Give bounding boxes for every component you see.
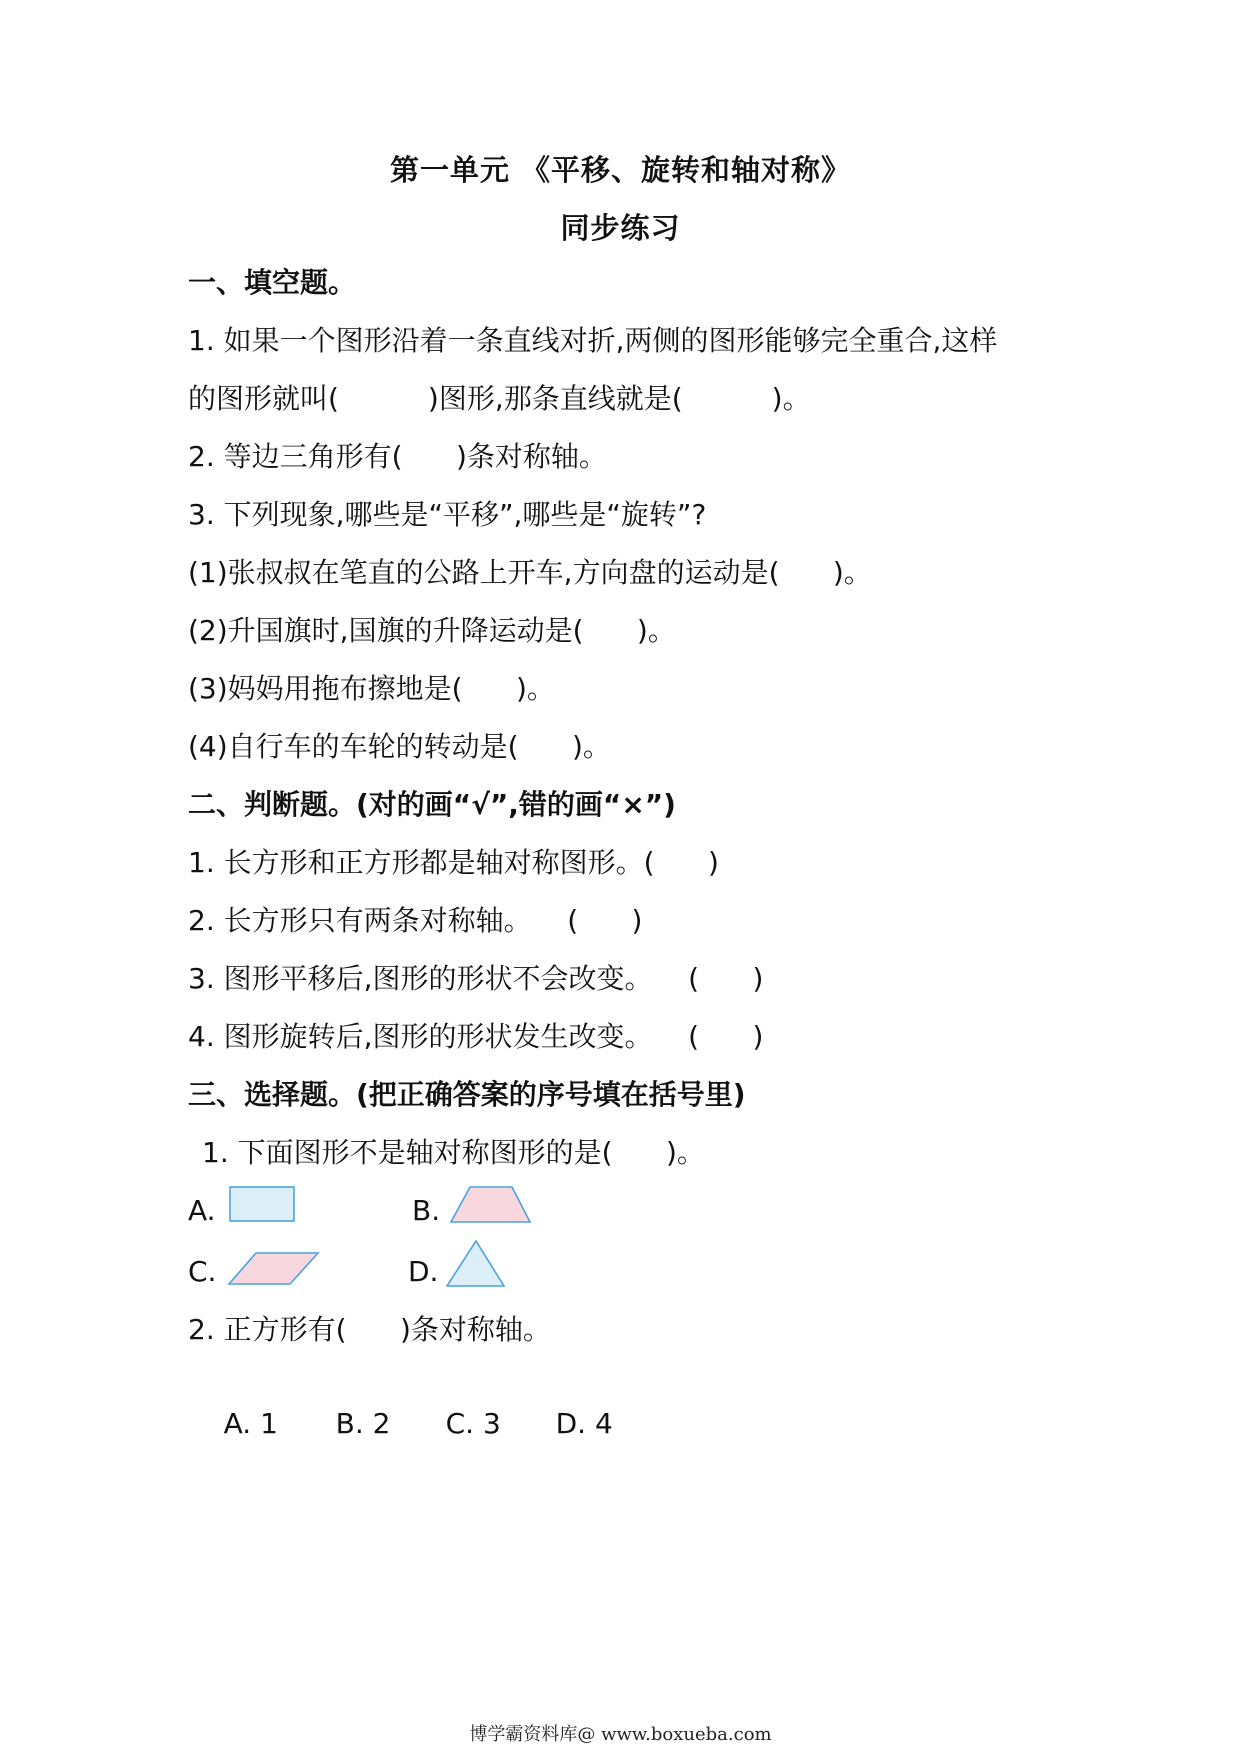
question-1-3-part-2: (2)升国旗时,国旗的升降运动是( )。: [188, 614, 676, 647]
question-2-2: 2. 长方形只有两条对称轴。 ( ): [188, 904, 643, 937]
question-1-3: 3. 下列现象,哪些是“平移”,哪些是“旋转”?: [188, 498, 707, 531]
question-1-1-line-1: 1. 如果一个图形沿着一条直线对折,两侧的图形能够完全重合,这样: [188, 324, 998, 357]
question-1-3-part-4: (4)自行车的车轮的转动是( )。: [188, 730, 611, 763]
choice-b: B. 2: [335, 1407, 391, 1440]
trapezoid-shape: [451, 1187, 530, 1222]
triangle-icon: [446, 1240, 508, 1290]
footer-watermark: 博学霸资料库@ www.boxueba.com: [469, 1724, 772, 1745]
question-1-2: 2. 等边三角形有( )条对称轴。: [188, 440, 607, 473]
choice-a: A. 1: [223, 1407, 278, 1440]
option-a-label: A.: [188, 1194, 216, 1227]
option-b-label: B.: [412, 1194, 441, 1227]
page-subtitle: 同步练习: [560, 211, 681, 245]
choice-c: C. 3: [445, 1407, 501, 1440]
option-d-label: D.: [408, 1255, 439, 1288]
question-2-1: 1. 长方形和正方形都是轴对称图形。( ): [188, 846, 719, 879]
choice-d: D. 4: [555, 1407, 613, 1440]
question-2-4: 4. 图形旋转后,图形的形状发生改变。 ( ): [188, 1020, 764, 1053]
triangle-shape: [447, 1241, 504, 1286]
trapezoid-icon: [450, 1186, 534, 1228]
question-3-2-options: [188, 1370, 613, 1478]
question-2-3: 3. 图形平移后,图形的形状不会改变。 ( ): [188, 962, 764, 995]
option-c-label: C.: [188, 1255, 217, 1288]
question-1-1-line-2: 的图形就叫( )图形,那条直线就是( )。: [188, 382, 811, 415]
section-heading-multiple-choice: 三、选择题。(把正确答案的序号填在括号里): [188, 1078, 746, 1111]
parallelogram-shape: [229, 1253, 318, 1284]
question-1-3-part-1: (1)张叔叔在笔直的公路上开车,方向盘的运动是( )。: [188, 556, 872, 589]
parallelogram-icon: [228, 1252, 320, 1288]
question-3-2: 2. 正方形有( )条对称轴。: [188, 1313, 551, 1346]
page-title: 第一单元 《平移、旋转和轴对称》: [389, 153, 852, 187]
section-heading-fill-blank: 一、填空题。: [188, 266, 357, 299]
rectangle-shape: [230, 1187, 294, 1221]
rectangle-icon: [229, 1186, 297, 1226]
section-heading-true-false: 二、判断题。(对的画“√”,错的画“×”): [188, 788, 676, 821]
question-3-1: 1. 下面图形不是轴对称图形的是( )。: [202, 1136, 705, 1169]
question-1-3-part-3: (3)妈妈用拖布擦地是( )。: [188, 672, 555, 705]
